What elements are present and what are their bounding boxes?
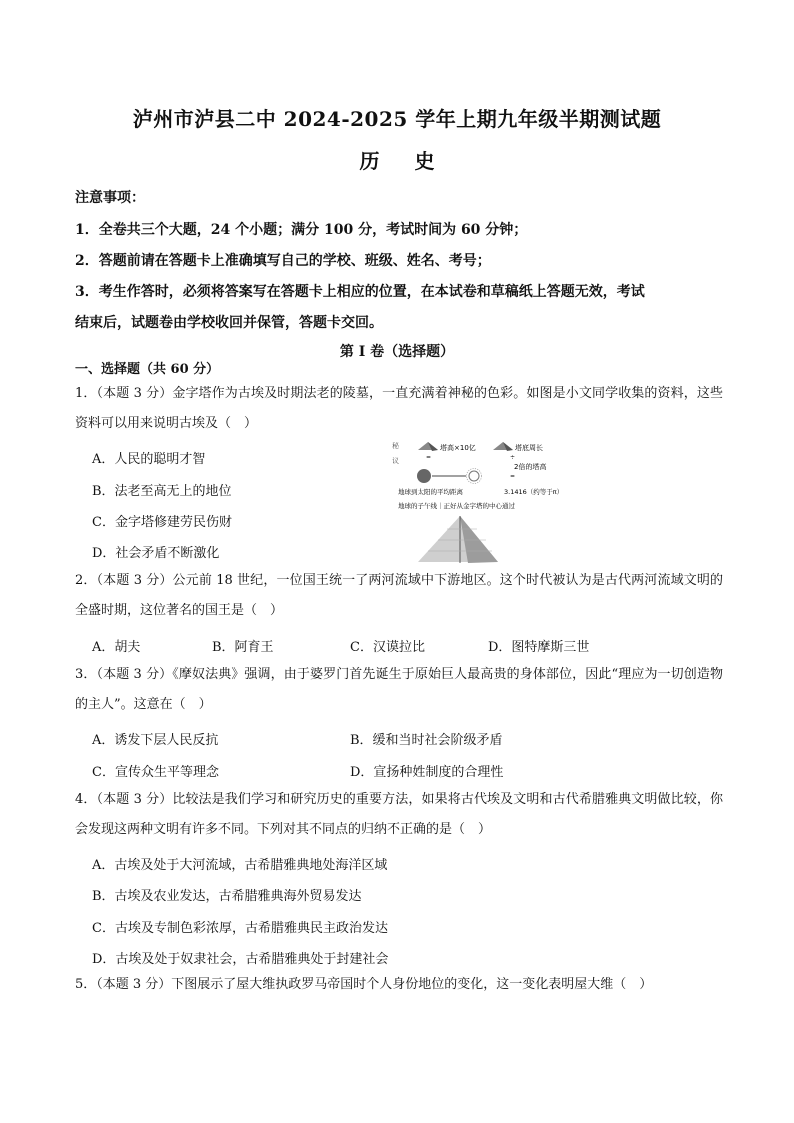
q3-option-c: C．宣传众生平等理念 bbox=[92, 765, 219, 780]
section-one-title: 一、选择题（共 60 分） bbox=[75, 362, 220, 377]
q2-option-c: C．汉谟拉比 bbox=[350, 640, 425, 655]
question-3-stem: 3．（本题 3 分）《摩奴法典》强调，由于婆罗门首先诞生于原始巨人最高贵的身体部位，因此“理应为一切创造物的主人”。这意在（ ） bbox=[75, 667, 723, 712]
figure-label-meridian: 地球的子午线｜正好从金字塔的中心通过 bbox=[398, 502, 515, 510]
part-one-title: 第 I 卷（选择题） bbox=[339, 344, 455, 360]
note-item-4: 结束后，试题卷由学校收回并保管，答题卡交回。 bbox=[75, 315, 383, 331]
q3-option-d: D．宣扬种姓制度的合理性 bbox=[350, 765, 504, 780]
sun-icon bbox=[467, 469, 482, 484]
q4-option-c: C．古埃及专制色彩浓厚，古希腊雅典民主政治发达 bbox=[92, 921, 388, 936]
q2-option-b: B．阿育王 bbox=[212, 640, 274, 655]
figure-div: ÷ bbox=[510, 454, 516, 461]
question-4-stem: 4．（本题 3 分）比较法是我们学习和研究历史的重要方法，如果将古代埃及文明和古代希腊雅典文明做比较，你会发现这两种文明有许多不同。下列对其不同点的归纳不正确的是（ ） bbox=[75, 792, 723, 837]
q1-option-c: C．金字塔修建劳民伤财 bbox=[92, 515, 232, 530]
q4-option-b: B．古埃及农业发达，古希腊雅典海外贸易发达 bbox=[92, 889, 362, 904]
note-item-2: 2．答题前请在答题卡上准确填写自己的学校、班级、姓名、考号； bbox=[75, 253, 491, 269]
q1-option-d: D．社会矛盾不断激化 bbox=[92, 546, 220, 561]
q1-option-b: B．法老至高无上的地位 bbox=[92, 484, 232, 499]
q4-option-d: D．古埃及处于奴隶社会，古希腊雅典处于封建社会 bbox=[92, 952, 389, 967]
figure-side-a: 秘 bbox=[392, 442, 399, 450]
figure-label-height: 塔高×10亿 bbox=[440, 444, 476, 452]
figure-label-distance: 地球到太阳的平均距离 bbox=[398, 488, 463, 496]
figure-eq1: = bbox=[426, 454, 432, 461]
subject-title: 历 史 bbox=[359, 149, 449, 173]
notes-heading: 注意事项： bbox=[75, 190, 145, 206]
note-item-1: 1．全卷共三个大题，24 个小题；满分 100 分，考试时间为 60 分钟； bbox=[75, 222, 528, 238]
figure-label-pi: 3.1416（约等于π） bbox=[504, 488, 564, 496]
pyramid-figure bbox=[388, 436, 588, 566]
figure-label-perimeter: 塔底周长 bbox=[515, 444, 543, 452]
exam-title: 泸州市泸县二中 2024-2025 学年上期九年级半期测试题 bbox=[132, 107, 662, 131]
q4-option-a: A．古埃及处于大河流域，古希腊雅典地处海洋区域 bbox=[92, 858, 388, 873]
question-5-stem: 5．（本题 3 分）下图展示了屋大维执政罗马帝国时个人身份地位的变化，这一变化表明屋大维（ ） bbox=[75, 977, 653, 992]
large-pyramid-icon bbox=[418, 516, 498, 563]
question-1-stem: 1．（本题 3 分）金字塔作为古埃及时期法老的陵墓，一直充满着神秘的色彩。如图是小文同学收集的资料，这些资料可以用来说明古埃及（ ） bbox=[75, 386, 723, 431]
question-2-stem: 2．（本题 3 分）公元前 18 世纪，一位国王统一了两河流域中下游地区。这个时代被认为是古代两河流域文明的全盛时期，这位著名的国王是（ ） bbox=[75, 573, 723, 618]
figure-side-b: 议 bbox=[392, 457, 399, 465]
note-item-3: 3．考生作答时，必须将答案写在答题卡上相应的位置，在本试卷和草稿纸上答题无效，考试 bbox=[75, 284, 645, 300]
q3-option-a: A．诱发下层人民反抗 bbox=[92, 733, 219, 748]
q3-option-b: B．缓和当时社会阶级矛盾 bbox=[350, 733, 503, 748]
figure-label-double: 2倍的塔高 bbox=[514, 463, 547, 471]
earth-icon bbox=[417, 469, 431, 483]
q1-option-a: A．人民的聪明才智 bbox=[92, 452, 206, 467]
q2-option-a: A．胡夫 bbox=[92, 640, 141, 655]
figure-eq2: = bbox=[510, 473, 516, 480]
small-pyramid-right-icon bbox=[493, 442, 513, 451]
q2-option-d: D．图特摩斯三世 bbox=[488, 640, 590, 655]
small-pyramid-left-icon bbox=[418, 442, 438, 451]
